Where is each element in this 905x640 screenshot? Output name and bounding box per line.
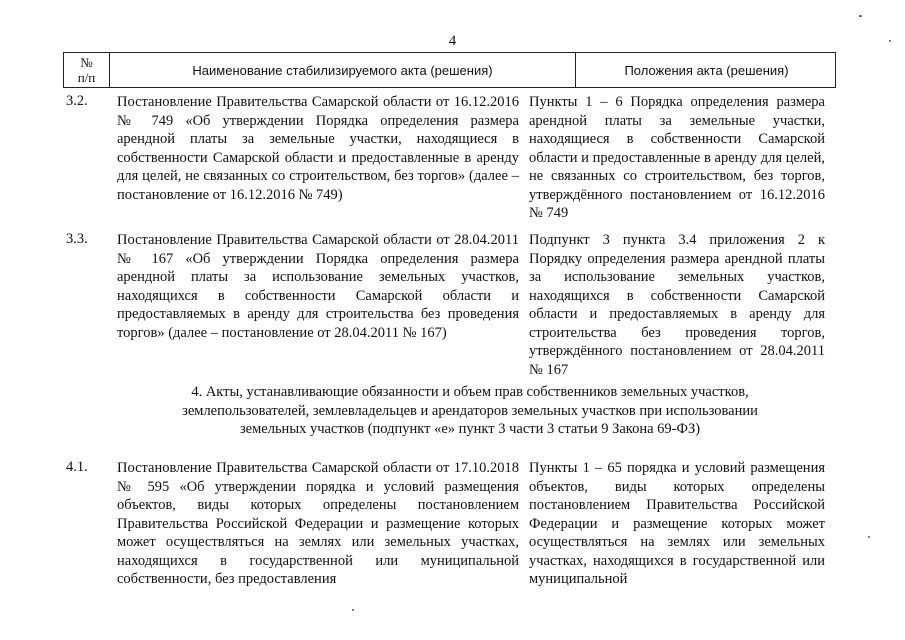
row-act-provisions: Пункты 1 – 6 Порядка определения размера арендной платы за земельные участки, находящиеся в собственности Самарской области и предоставленные в аренду для целей, не связанных со строительством, без торгов, утверждённого постановлением от 16.12.2016 № 749 xyxy=(529,94,825,221)
row-act-name: Постановление Правительства Самарской области от 16.12.2016 № 749 «Об утверждении Порядка определения размера арендной платы за земельные участки, находящиеся в собственности Самарской области и предоставленные в аренду для целей, не связанных со строительством, без торгов» (далее – постановление от 16.12.2016 № 749) xyxy=(117,94,519,203)
scan-speck xyxy=(868,536,870,538)
row-act-provisions: Подпункт 3 пункта 3.4 приложения 2 к Порядку определения размера арендной платы за использование земельных участков, находящихся в собственности Самарской области и предоставляемых в аренду для строительства без проведения торгов, утверждённого постановлением от 28.04.2011 № 167 xyxy=(529,232,825,378)
header-number-column xyxy=(64,53,110,87)
header-number-abbrev: п/п xyxy=(77,70,96,85)
header-name-column: Наименование стабилизируемого акта (решения) xyxy=(110,53,576,87)
scan-speck xyxy=(889,40,891,42)
row-number: 3.3. xyxy=(66,231,88,247)
header-provisions-column: Положения акта (решения) xyxy=(624,62,789,78)
table-header xyxy=(63,52,836,88)
scan-speck xyxy=(352,609,354,611)
row-act-name: Постановление Правительства Самарской области от 17.10.2018 № 595 «Об утверждении порядка и условий размещения объектов, виды которых определены постановлением Правительства Российской Федерации и размещение которых может осуществляться на землях или земельных участках, находящихся в государственной или муниципальной собственности, без предоставления xyxy=(117,460,519,587)
scan-speck xyxy=(859,15,862,17)
row-number: 3.2. xyxy=(66,93,88,109)
row-number: 4.1. xyxy=(66,459,88,475)
row-act-name: Постановление Правительства Самарской области от 28.04.2011 № 167 «Об утверждении Порядка определения размера арендной платы за использование земельных участков, находящихся в собственности Самарской области и предоставляемых в аренду для строительства без проведения торгов» (далее – постановление от 28.04.2011 № 167) xyxy=(117,232,519,341)
row-act-provisions: Пункты 1 – 65 порядка и условий размещения объектов, виды которых определены постановлением Правительства Российской Федерации и размещение которых может осуществляться на землях или земельных участках, находящихся в государственной или муниципальной xyxy=(529,460,825,587)
section-heading: 4. Акты, устанавливающие обязанности и объем прав собственников земельных участков, землепользователей, землевладельцев и арендаторов земельных участков при использовании земельных участков (подпункт «е» пункт 3 части 3 статьи 9 Закона 69-ФЗ) xyxy=(182,384,758,437)
header-number-symbol: № xyxy=(80,55,93,70)
page-number: 4 xyxy=(448,33,457,49)
